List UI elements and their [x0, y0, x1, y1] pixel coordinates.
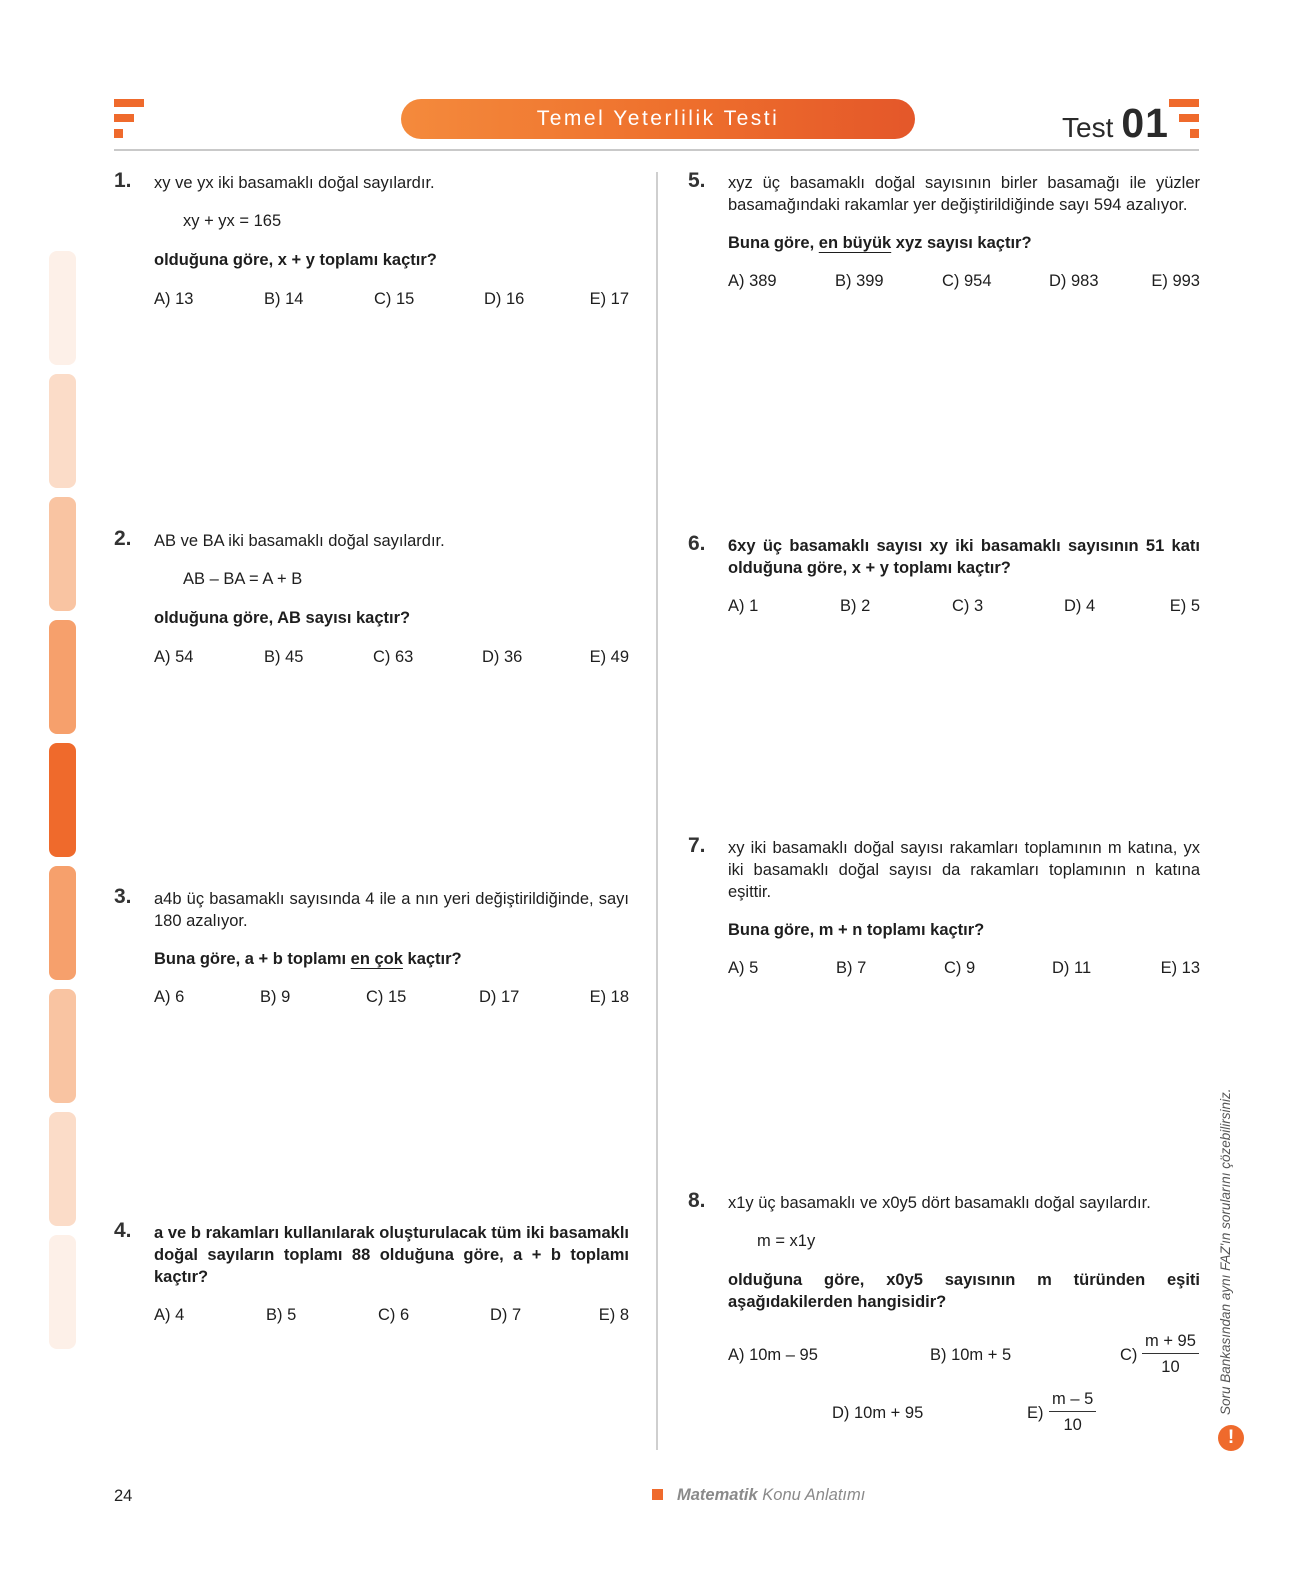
- question-4-prompt: a ve b rakamları kullanılarak oluşturulacak tüm iki basamaklı doğal sayıların toplamı 88 olduğuna göre, a + b toplamı kaçtır?: [154, 1224, 629, 1286]
- footer-book-bold: Matematik: [677, 1486, 758, 1504]
- question-8-options: [728, 1330, 1200, 1440]
- fraction-denominator: 10: [1161, 1358, 1180, 1376]
- prompt-part: Buna göre, a + b toplamı: [154, 950, 351, 968]
- option-c[interactable]: [1120, 1330, 1200, 1380]
- question-2: [154, 530, 629, 670]
- question-5-number: 5.: [688, 169, 706, 192]
- test-number: 01: [1121, 100, 1169, 146]
- option-d[interactable]: D) 10m + 95: [832, 1404, 924, 1422]
- side-tab: [49, 620, 76, 734]
- side-tab: [49, 743, 76, 857]
- option-a[interactable]: A) 13: [154, 290, 194, 308]
- fraction-denominator: 10: [1063, 1416, 1082, 1434]
- side-note: Soru Bankasından aynı FAZ'ın sorularını çözebilirsiniz.: [1218, 1088, 1233, 1415]
- option-a[interactable]: A) 1: [728, 597, 759, 615]
- option-b[interactable]: B) 10m + 5: [930, 1346, 1012, 1364]
- question-6-number: 6.: [688, 532, 706, 555]
- prompt-part: kaçtır?: [402, 950, 462, 968]
- option-a[interactable]: A) 4: [154, 1306, 185, 1324]
- banner-title: Temel Yeterlilik Testi: [401, 99, 915, 139]
- question-2-formula: AB – BA = A + B: [183, 570, 303, 588]
- option-b[interactable]: B) 14: [264, 290, 304, 308]
- option-e[interactable]: E) 8: [598, 1306, 629, 1324]
- option-e[interactable]: E) 13: [1160, 959, 1200, 977]
- side-tab: [49, 989, 76, 1103]
- option-c[interactable]: C) 6: [378, 1306, 410, 1324]
- question-5: [728, 172, 1200, 294]
- option-c[interactable]: C) 3: [952, 597, 984, 615]
- option-e[interactable]: [1027, 1388, 1107, 1438]
- option-e[interactable]: E) 49: [589, 648, 629, 666]
- question-7-text: xy iki basamaklı doğal sayısı rakamları toplamının m katına, yx iki basamaklı doğal sayısı da rakamları toplamının n katına eşittir.: [728, 839, 1200, 901]
- question-6: [728, 535, 1200, 619]
- option-d[interactable]: D) 983: [1049, 272, 1099, 290]
- question-3-prompt: [154, 948, 629, 970]
- prompt-emphasis: en büyük: [818, 234, 892, 252]
- option-b[interactable]: B) 5: [266, 1306, 297, 1324]
- question-3-number: 3.: [114, 885, 132, 908]
- side-tab: [49, 866, 76, 980]
- option-b[interactable]: B) 45: [264, 648, 304, 666]
- option-a[interactable]: A) 10m – 95: [728, 1346, 818, 1364]
- option-e[interactable]: E) 17: [589, 290, 629, 308]
- test-label: [1062, 100, 1169, 147]
- option-c[interactable]: C) 63: [373, 648, 414, 666]
- question-1-text: xy ve yx iki basamaklı doğal sayılardır.: [154, 174, 435, 192]
- question-3-options: [154, 986, 629, 1010]
- prompt-part: xyz sayısı kaçtır?: [891, 234, 1032, 252]
- page-number: 24: [114, 1487, 133, 1505]
- option-b[interactable]: B) 7: [836, 959, 867, 977]
- prompt-emphasis: en çok: [350, 950, 403, 968]
- question-8-number: 8.: [688, 1189, 706, 1212]
- option-b[interactable]: B) 9: [260, 988, 291, 1006]
- question-1-formula: xy + yx = 165: [183, 212, 282, 230]
- question-5-text: xyz üç basamaklı doğal sayısının birler basamağı ile yüzler basamağındaki rakamlar yer değiştirildiğinde sayı 594 azalıyor.: [728, 174, 1200, 214]
- question-3-text: a4b üç basamaklı sayısında 4 ile a nın yeri değiştirildiğinde, sayı 180 azalıyor.: [154, 890, 629, 930]
- side-tab: [49, 374, 76, 488]
- question-2-text: AB ve BA iki basamaklı doğal sayılardır.: [154, 532, 445, 550]
- question-7-number: 7.: [688, 834, 706, 857]
- option-c[interactable]: C) 15: [374, 290, 415, 308]
- option-e-label: E): [1027, 1404, 1044, 1422]
- question-7-options: [728, 957, 1200, 981]
- question-1-number: 1.: [114, 169, 132, 192]
- option-a[interactable]: A) 5: [728, 959, 759, 977]
- question-5-options: [728, 270, 1200, 294]
- side-tab: [49, 497, 76, 611]
- option-e[interactable]: E) 5: [1169, 597, 1200, 615]
- question-7-prompt: Buna göre, m + n toplamı kaçtır?: [728, 921, 985, 939]
- footer-square-icon: [652, 1489, 663, 1500]
- side-tab: [49, 251, 76, 365]
- column-divider: [656, 172, 658, 1450]
- option-d[interactable]: D) 7: [490, 1306, 522, 1324]
- option-b[interactable]: B) 399: [835, 272, 884, 290]
- question-4: [154, 1222, 629, 1328]
- option-e-fraction: [1049, 1388, 1096, 1436]
- exclamation-icon: !: [1218, 1425, 1244, 1451]
- header-rule: [114, 149, 1199, 151]
- logo-right-icon: [1169, 99, 1199, 139]
- question-8-text: x1y üç basamaklı ve x0y5 dört basamaklı doğal sayılardır.: [728, 1194, 1151, 1212]
- footer-book-title: [652, 1486, 865, 1505]
- question-6-options: [728, 595, 1200, 619]
- question-1-options: [154, 288, 629, 312]
- question-2-prompt: olduğuna göre, AB sayısı kaçtır?: [154, 609, 411, 627]
- question-6-prompt: 6xy üç basamaklı sayısı xy iki basamaklı sayısının 51 katı olduğuna göre, x + y toplamı kaçtır?: [728, 537, 1200, 577]
- option-c[interactable]: C) 954: [942, 272, 992, 290]
- option-a[interactable]: A) 389: [728, 272, 777, 290]
- option-c-fraction: [1142, 1330, 1199, 1378]
- question-7: [728, 837, 1200, 981]
- option-c[interactable]: C) 15: [366, 988, 407, 1006]
- option-a[interactable]: A) 54: [154, 648, 194, 666]
- question-2-number: 2.: [114, 527, 132, 550]
- question-1-prompt: olduğuna göre, x + y toplamı kaçtır?: [154, 251, 437, 269]
- logo-left-icon: [114, 99, 144, 139]
- footer-book-rest: Konu Anlatımı: [762, 1486, 866, 1504]
- option-c-label: C): [1120, 1346, 1138, 1364]
- option-d[interactable]: D) 36: [482, 648, 523, 666]
- question-8: [728, 1192, 1200, 1313]
- fraction-numerator: m – 5: [1049, 1388, 1096, 1412]
- option-e[interactable]: E) 993: [1151, 272, 1200, 290]
- test-label-text: Test: [1062, 112, 1114, 143]
- side-tab: [49, 1112, 76, 1226]
- option-b[interactable]: B) 2: [840, 597, 871, 615]
- question-3: [154, 888, 629, 1010]
- question-5-prompt: [728, 232, 1200, 254]
- question-4-options: [154, 1304, 629, 1328]
- option-d[interactable]: D) 11: [1052, 959, 1092, 977]
- option-d[interactable]: D) 16: [484, 290, 525, 308]
- option-e[interactable]: E) 18: [589, 988, 629, 1006]
- fraction-numerator: m + 95: [1142, 1330, 1199, 1354]
- option-d[interactable]: D) 4: [1064, 597, 1096, 615]
- side-tab: [49, 1235, 76, 1349]
- question-2-options: [154, 646, 629, 670]
- option-d[interactable]: D) 17: [479, 988, 520, 1006]
- question-4-number: 4.: [114, 1219, 132, 1242]
- question-8-prompt: olduğuna göre, x0y5 sayısının m türünden eşiti aşağıdakilerden hangisidir?: [728, 1271, 1200, 1311]
- prompt-part: Buna göre,: [728, 234, 819, 252]
- question-8-formula: m = x1y: [757, 1232, 816, 1250]
- option-c[interactable]: C) 9: [944, 959, 976, 977]
- question-1: [154, 172, 629, 312]
- option-a[interactable]: A) 6: [154, 988, 185, 1006]
